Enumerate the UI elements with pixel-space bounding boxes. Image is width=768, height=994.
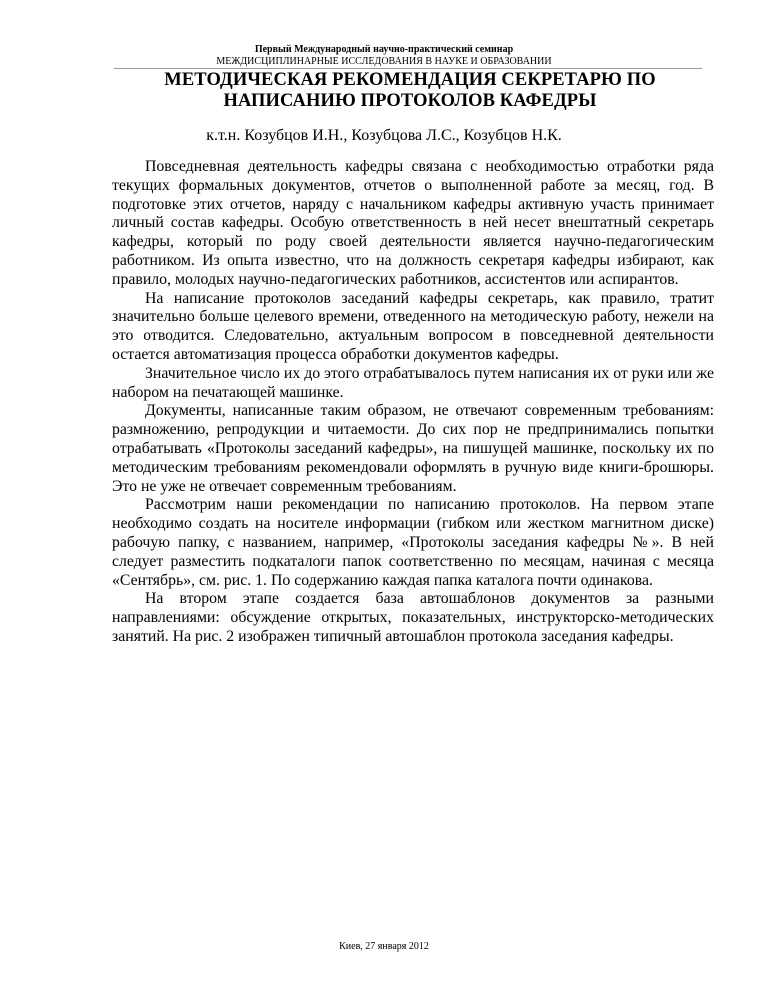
paragraph-5: Рассмотрим наши рекомендации по написанию протоколов. На первом этапе необходимо создать на носителе информации (гибком или жестком магнитном диске) рабочую папку, с названием, например, «Протоколы заседания кафедры №». В ней следует разместить подкаталоги папок соответственно по месяцам, начиная с месяца «Сентябрь», см. рис. 1. По содержанию каждая папка каталога почти одинакова.: [112, 496, 714, 589]
paragraph-6: На втором этапе создается база автошаблонов документов за разными направлениями: обсуждение открытых, показательных, инструкторско-методических занятий. На рис. 2 изображен типичный автошаблон протокола заседания кафедры.: [112, 590, 714, 645]
paragraph-2: На написание протоколов заседаний кафедры секретарь, как правило, тратит значительно больше целевого времени, отведенного на методическую работу, нежели на это отводится. Следовательно, актуальным вопросом в повседневной деятельности остается автоматизация процесса обработки документов кафедры.: [112, 289, 714, 363]
running-header: [0, 44, 768, 68]
header-seminar-topic: МЕЖДИСЦИПЛИНАРНЫЕ ИССЛЕДОВАНИЯ В НАУКЕ И ОБРАЗОВАНИИ: [216, 56, 552, 67]
authors-line: к.т.н. Козубцов И.Н., Козубцова Л.С., Козубцов Н.К.: [206, 127, 562, 144]
paragraph-3: Значительное число их до этого отрабатывалось путем написания их от руки или же набором на печатающей машинке.: [112, 364, 714, 401]
article-body: [112, 158, 714, 647]
header-divider: [114, 68, 702, 69]
article-title-line-1: МЕТОДИЧЕСКАЯ РЕКОМЕНДАЦИЯ СЕКРЕТАРЮ ПО: [164, 70, 656, 90]
paragraph-1: Повседневная деятельность кафедры связана с необходимостью отработки ряда текущих формальных документов, отчетов о выполненной работе за месяц, год. В подготовке этих отчетов, наряду с начальником кафедры активную участь принимает личный состав кафедры. Особую ответственность в ней несет внештатный секретарь кафедры, который по роду своей деятельности является научно-педагогическим работником. Из опыта известно, что на должность секретаря кафедры избирают, как правило, молодых научно-педагогических работников, ассистентов или аспирантов.: [112, 158, 714, 288]
article-title: [100, 70, 720, 112]
paragraph-4: Документы, написанные таким образом, не отвечают современным требованиям: размножению, репродукции и читаемости. До сих пор не предпринимались попытки отрабатывать «Протоколы заседаний кафедры», на пишущей машинке, поскольку их по методическим требованиям рекомендовали оформлять в ручную виде книги-брошюры. Это не уже не отвечает современным требованиям.: [112, 402, 714, 495]
article-title-line-2: НАПИСАНИЮ ПРОТОКОЛОВ КАФЕДРЫ: [223, 91, 597, 111]
page-footer: Киев, 27 января 2012: [339, 941, 429, 952]
header-seminar-name: Первый Международный научно-практический семинар: [254, 44, 514, 55]
